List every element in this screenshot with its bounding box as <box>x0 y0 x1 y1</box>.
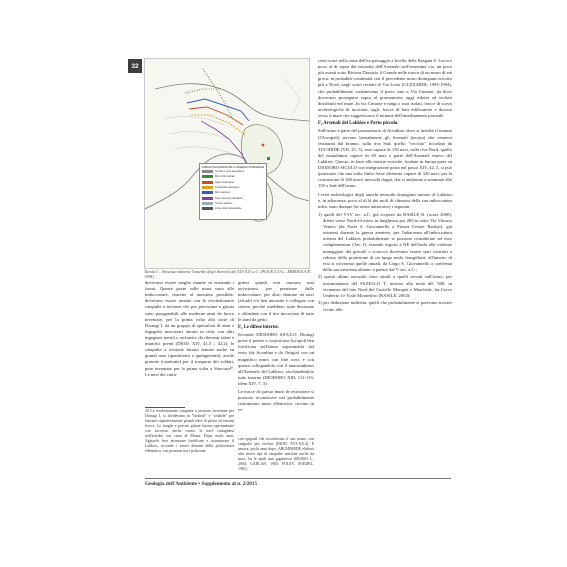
legend-label: Opere siracusane <box>215 180 234 184</box>
legend-label: Opere ateniesi (Labdalon) <box>215 196 243 200</box>
figure-caption: Tavola I – Siracusa durante l'assedio degli Ateniesi del 415-413 a.C. (POLACCO L., MIRISOLA R. 1998). <box>144 269 311 280</box>
legend-swatch <box>202 191 213 194</box>
legend-swatch <box>202 197 213 200</box>
paragraph: centi scavi nella zona dell'ex passaggio a livello della Borgata S. Lucia e poco al di sopra dei neosoiki dell'Arsenale nell'omonima via, un poco più avanti sotto Riviera Dionisio il Grande nelle tracce di un muro di età greca, in probabile continuità con il precedente muro dionigiano trovato più a Nord; negli scavi recenti di Via Lotta (GUZZARDI, 1993-1994), che probabilmente contenevano il porto sino a Via Cimone, da dove dovevano proseguire sopra al promontorio oggi ridotto ad isolotti distribuiti nel mare. In via Cimone e lungo i suoi isolati, tracce di scavo archeologiche di incisioni, tagli, fracce di basi edificatorie e discese verso il mare che suggeriscono il termine dell'insediamento portuale. <box>318 58 452 118</box>
legend-swatch <box>202 207 213 210</box>
list-item: 1) quelli del V-IV sec. a.C. già scoperti da BASILE B. (scavi 2000), diretti verso Nord ed estesi in lunghezza per 200 m sotto Via Vittorio Veneto (da Forte S. Giovannello a Piazza Cesare Battisti); già esistenti durante la guerra ateniese, per l'adiacenza all'imboccatura interna del Lakkios probabilmente si possono considerare ad esso complementari (Tav. I), essendo esposti a NE dell'isola alle violente mareggiate dei grecale e scirocco dovevano essere stati costruiti a ridosso della protezione di un lungo molo frangiflutti; all'interno di essi si trovarono quelle attuali, da Largo S. Giovannello a conferma della sua esistenza almeno a partire dal V sec. a.C.; <box>318 211 452 272</box>
paragraph: dovevano essere meglio munite su entrambi i fronti. Queste poste sulle mura sono alle imboccature, ristrette al massimo possibile, dovevano essere armate con le rivoluzionarie catapulte a torsione che per precisione e gittata sono paragonabili alle moderne armi da fuoco inventate, per la prima volta alla corte di Dionigi I, da un gruppo di specialisti di armi e ingegneri meccanici attratti in città, con altri ingegneri navali e architetti, da rilevanti salari e munifici premi (DIOD. XIV, 41,3 – 42,2); le catapulte a torsione furono armate anche su grandi navi (quadriremi e quinqueremi), anche protette (catafratte) per il trasporto dei soldati, pure inventate per la prima volta a Siracusa²⁰. Le navi dei carta- <box>145 280 234 377</box>
legend-item <box>200 206 266 211</box>
legend-label: Muro di Ermocrate <box>215 175 235 179</box>
footnote-divider <box>145 407 185 408</box>
section-heading: F₂ Arsenali del Lakkios e Porto piccolo. <box>318 121 399 127</box>
paragraph: ginesi quindi non osarono mai avvicinarsi per penetrare dalle imboccature, per altro sbarrate da navi (alcadi) e/o ben ancorate e collegate con catene, poiché sarebbero state devastate e affondate con il tiro incrociato di tutte le armi da getto. <box>238 280 314 322</box>
page-number: 32 <box>128 59 142 73</box>
journal-footer: Geologia dell'Ambiente • Supplemento al n. 2/2015 <box>145 478 451 487</box>
middle-column <box>238 280 314 416</box>
legend-label: Circuito e mura preesistenti <box>215 170 245 174</box>
legend-title: SIRACUSA DURANTE L'ASSEDIO ATENIESE <box>201 165 265 169</box>
paragraph: Le tracce di questo muro di recinzione si possono riconoscere nel probabilmente ristrutturato muro ellenistico, trovato in re- <box>238 389 314 413</box>
neosoiki-list <box>318 212 452 313</box>
legend-swatch <box>202 170 213 173</box>
right-column <box>318 58 452 314</box>
legend-label: Controvallo siracusano <box>215 186 240 190</box>
legend-swatch <box>202 186 213 189</box>
legend-swatch <box>202 181 213 184</box>
map-figure <box>144 58 310 269</box>
map-legend <box>199 163 267 220</box>
section-heading: F₃ Le difese interne. <box>238 324 279 330</box>
legend-swatch <box>202 202 213 205</box>
left-column <box>145 280 234 380</box>
paragraph: Secondo DIODORO SICULO, Dionigi prese il potere e costruì una Acropoli ben fortificata sull'istmo separandola dal resto (da Acradina e da Ortigia) con un magnifico muro con fitte torri, e con questo collegandola con il nauostathmos all'Arsenale del Lakkios, racchiudendolo tutto intorno (DIODORO XIII, 112-113; idem XIV, 7, 3). <box>238 332 314 387</box>
list-item: 2) questi ultimi neosoiki sono simili a quelli trovati sull'istmo, per testimonianza del FAZELLO T. intorno alla metà del '500, in vicinanza del lato Nord del Castello Marquet e Marchetti, fra Corso Umberto I e Viale Montedoro (BASILE, 2002); <box>318 274 452 298</box>
list-item: 3) per deduzione indiretta, quelli che probabilmente si potevano trovare vicino alle <box>318 300 452 312</box>
legend-label: Terreno palustre <box>215 201 233 205</box>
paragraph: I resti archeologici degli antichi neosoiki dionigiani intorno al Lakkios e, in adiacenza, poco al di là dei moli di chiusura della sua imboccatura infra, sono dunque (in senso antiorario) i seguenti: <box>318 191 452 209</box>
paragraph: Sull'istmo e parte del promontorio di Acradina, dove si insediò il tiranno (l'Acropoli) stavano lateralmente gli Arsenali (neoria) che vennero restaurati dal tiranno, sulla riva Sud, quello "vecchio" ricordato da TUCIDIDE (VII, 25, 5), reso capace di 150 navi, sulla riva Nord, quello del nautathmos capace di 60 navi e parte dell'Arsenale nuovo del Lakkios. Questo, in base alle notizie storiche, fondate in buona parte su DIODORO SICULO con integrazione posta nel passo XIV, 42, 5, si può ipotizzare che una volta finito fosse divenuto capace di 320 navi, per la costruzione di 160 nuovi neosoiki doppi, che si andarono a sommare alle 150 a Sud dell'istmo. <box>318 128 452 189</box>
legend-label: Limite della costa attuale <box>215 207 242 211</box>
footnote-20-continued: con epigrafi che ricordavano il suo nome, con catapulte più evolute (DIOD. XVI-XX.2). E ancora, pochi anni dopo, ARCHIMEDE elaborò altri nuovi tipi di catapulte meritate anche da navi, fra le quali una gigantesca (RUSSO L., 2004; GARLAN, 1965; FOLEY, SOEDEL, 1981). <box>238 437 314 471</box>
legend-swatch <box>202 175 213 178</box>
legend-label: Muro ateniese <box>215 191 231 195</box>
footnote-20: 20 Le rivoluzionarie catapulte a torsione, inventate per Dionigi I, si dividevano in "litobole" e "oxibele" per lanciare rispettivamente grandi sfere di pietra ed enormi frecce. Le lunghe e precise gittate furono sperimentate con successo anche contro le navi cartaginesi nell'assedio con cinta di Mozia. Dopo molti anni, Agatocle fece attrezzare fortificare e ristrutturare il Lakkios, secondo i nuovi dettami della poliorcetica ellenistica, con possenti torri policrone, <box>145 409 234 453</box>
